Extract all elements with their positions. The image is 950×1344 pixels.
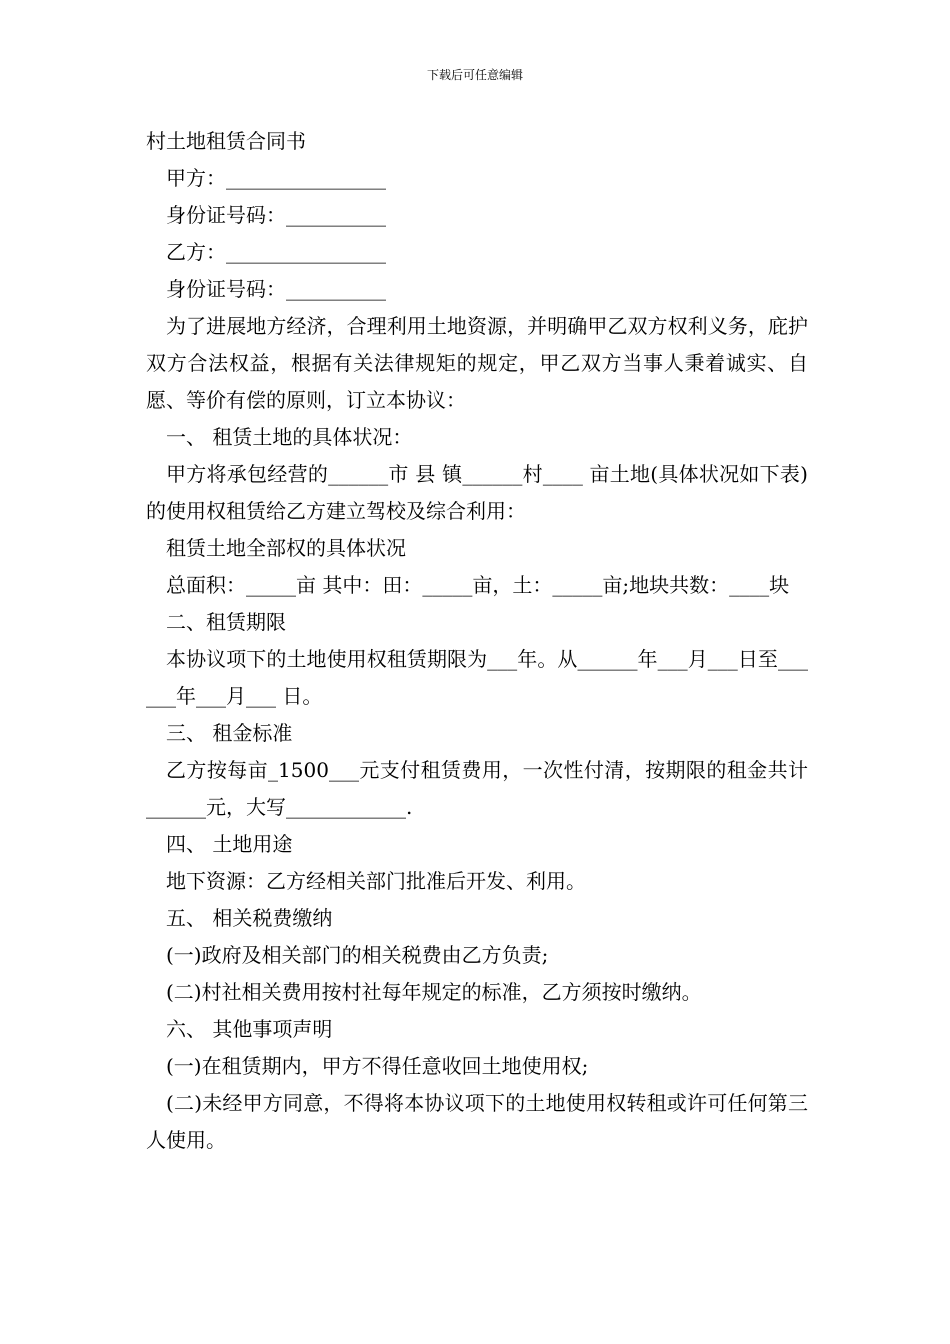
document-title: 村土地租赁合同书 bbox=[146, 129, 306, 153]
header-note: 下载后可任意编辑 bbox=[426, 68, 523, 82]
contract-document bbox=[146, 123, 808, 1159]
section-4-body: 地下资源：乙方经相关部门批准后开发、利用。 bbox=[166, 869, 586, 893]
party-b-line: 乙方：________________ bbox=[166, 240, 386, 264]
section-3-body: 乙方按每亩_1500___元支付租赁费用，一次性付清，按期限的租金共计______元，大写____________. bbox=[146, 758, 808, 819]
section-6-item-1: (一)在租赁期内，甲方不得任意收回土地使用权; bbox=[166, 1054, 589, 1078]
party-a-id-line: 身份证号码：__________ bbox=[166, 203, 386, 227]
party-a-line: 甲方：________________ bbox=[166, 166, 386, 190]
section-1-body: 甲方将承包经营的______市 县 镇______村____ 亩土地(具体状况如下表)的使用权租赁给乙方建立驾校及综合利用： bbox=[146, 462, 808, 523]
section-1-subheading: 租赁土地全部权的具体状况 bbox=[166, 536, 406, 560]
section-3-heading: 三、 租金标准 bbox=[166, 721, 293, 745]
section-5-item-1: (一)政府及相关部门的相关税费由乙方负责; bbox=[166, 943, 549, 967]
intro-paragraph: 为了进展地方经济，合理利用土地资源，并明确甲乙双方权利义务，庇护双方合法权益，根据有关法律规矩的规定，甲乙双方当事人秉着诚实、自愿、等价有偿的原则，订立本协议： bbox=[146, 314, 808, 412]
section-2-body: 本协议项下的土地使用权租赁期限为___年。从______年___月___日至______年___月___ 日。 bbox=[146, 647, 808, 708]
party-b-id-line: 身份证号码：__________ bbox=[166, 277, 386, 301]
section-6-item-2: (二)未经甲方同意，不得将本协议项下的土地使用权转租或许可任何第三人使用。 bbox=[146, 1091, 808, 1152]
section-1-heading: 一、 租赁土地的具体状况： bbox=[166, 425, 413, 449]
section-2-heading: 二、租赁期限 bbox=[166, 610, 286, 634]
section-5-heading: 五、 相关税费缴纳 bbox=[166, 906, 333, 930]
section-1-area: 总面积：_____亩 其中：田：_____亩，土：_____亩;地块共数：____块 bbox=[166, 573, 790, 597]
section-5-item-2: (二)村社相关费用按村社每年规定的标准，乙方须按时缴纳。 bbox=[166, 980, 702, 1004]
section-6-heading: 六、 其他事项声明 bbox=[166, 1017, 333, 1041]
section-4-heading: 四、 土地用途 bbox=[166, 832, 293, 856]
